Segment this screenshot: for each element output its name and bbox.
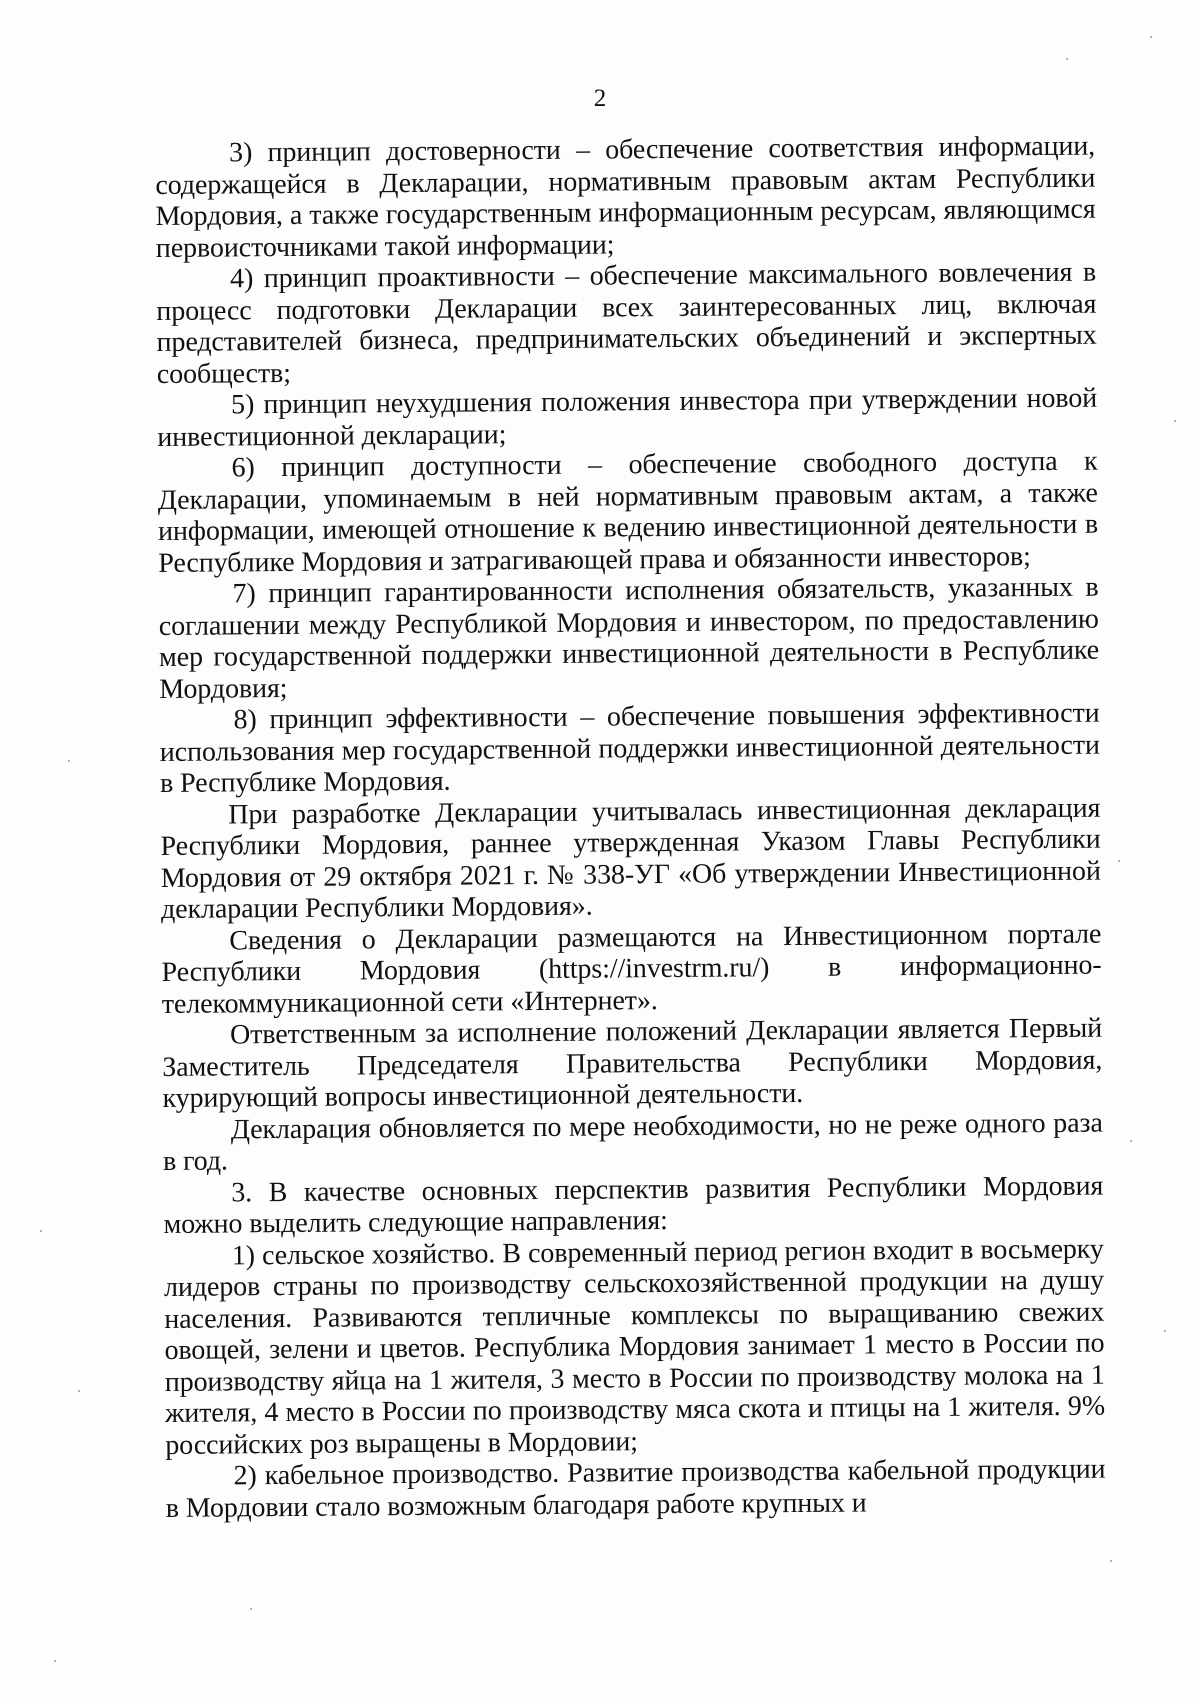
scan-speck (68, 760, 70, 762)
scan-speck (1130, 1140, 1132, 1142)
scan-speck (250, 1608, 252, 1610)
scan-speck (1150, 36, 1152, 38)
paragraph-portal-info: Сведения о Декларации размещаются на Инвестиционном портале Республики Мордовия (https://investrm.ru/) в информационно-телекоммуникационной сети «Интернет». (161, 918, 1102, 1020)
paragraph-principle-efficiency: 8) принцип эффективности – обеспечение повышения эффективности использования мер государственной поддержки инвестиционной деятельности в Республике Мордовия. (159, 697, 1100, 799)
scan-speck (54, 1660, 56, 1662)
scan-speck (1118, 860, 1120, 862)
paragraph-principle-non-deterioration: 5) принцип неухудшения положения инвестора при утверждении новой инвестиционной декларации; (157, 382, 1098, 453)
paragraph-principle-accessibility: 6) принцип доступности – обеспечение свободного доступа к Декларации, упоминаемым в ней нормативным правовым актам, а также информации, имеющей отношение к ведению инвестиционной деятельности в Республике Мордовия и затрагивающей права и обязанности инвесторов; (157, 445, 1099, 579)
paragraph-principle-reliability: 3) принцип достоверности – обеспечение соответствия информации, содержащейся в Декларации, нормативным правовым актам Республики Мордовия, а также государственным информационным ресурсам, являющимся первоисточниками такой информации; (155, 130, 1096, 264)
paragraph-agriculture: 1) сельское хозяйство. В современный период регион входит в восьмерку лидеров страны по производству сельскохозяйственной продукции на душу населения. Развиваются тепличные комплексы по выращиванию свежих овощей, зелени и цветов. Республика Мордовия занимает 1 место в России по производству яйца на 1 жителя, 3 место в России по производству молока на 1 жителя, 4 место в России по производству мяса скота и птицы на 1 жителя. 9% российских роз выращены в Мордовии; (163, 1233, 1106, 1461)
paragraph-section-3-intro: 3. В качестве основных перспектив развития Республики Мордовия можно выделить следующие направления: (163, 1170, 1104, 1240)
scan-speck (1174, 420, 1176, 422)
paragraph-update-frequency: Декларация обновляется по мере необходимости, но не реже одного раза в год. (162, 1107, 1103, 1177)
scan-speck (1164, 1330, 1166, 1332)
scan-speck (78, 1390, 80, 1392)
paragraph-responsible-person: Ответственным за исполнение положений Декларации является Первый Заместитель Председателя Правительства Республики Мордовия, курирующий вопросы инвестиционной деятельности. (162, 1012, 1103, 1114)
scan-speck (1110, 1560, 1112, 1562)
paragraph-principle-guarantee: 7) принцип гарантированности исполнения обязательств, указанных в соглашении между Республикой Мордовия и инвестором, по предоставлению мер государственной поддержки инвестиционной деятельности в Республике Мордовия; (158, 571, 1100, 705)
scan-speck (1066, 58, 1068, 60)
document-body (155, 131, 1106, 1524)
page-number: 2 (593, 85, 607, 112)
paragraph-cable-production: 2) кабельное производство. Развитие производства кабельной продукции в Мордовии стало возможным благодаря работе крупных и (165, 1453, 1106, 1524)
scan-speck (40, 1230, 42, 1232)
paragraph-previous-declaration: При разработке Декларации учитывалась инвестиционная декларация Республики Мордовия, раннее утвержденная Указом Главы Республики Мордовия от 29 октября 2021 г. № 338-УГ «Об утверждении Инвестиционной декларации Республики Мордовия». (160, 792, 1101, 925)
paragraph-principle-proactivity: 4) принцип проактивности – обеспечение максимального вовлечения в процесс подготовки Декларации всех заинтересованных лиц, включая представителей бизнеса, предпринимательских объединений и экспертных сообществ; (156, 256, 1097, 390)
